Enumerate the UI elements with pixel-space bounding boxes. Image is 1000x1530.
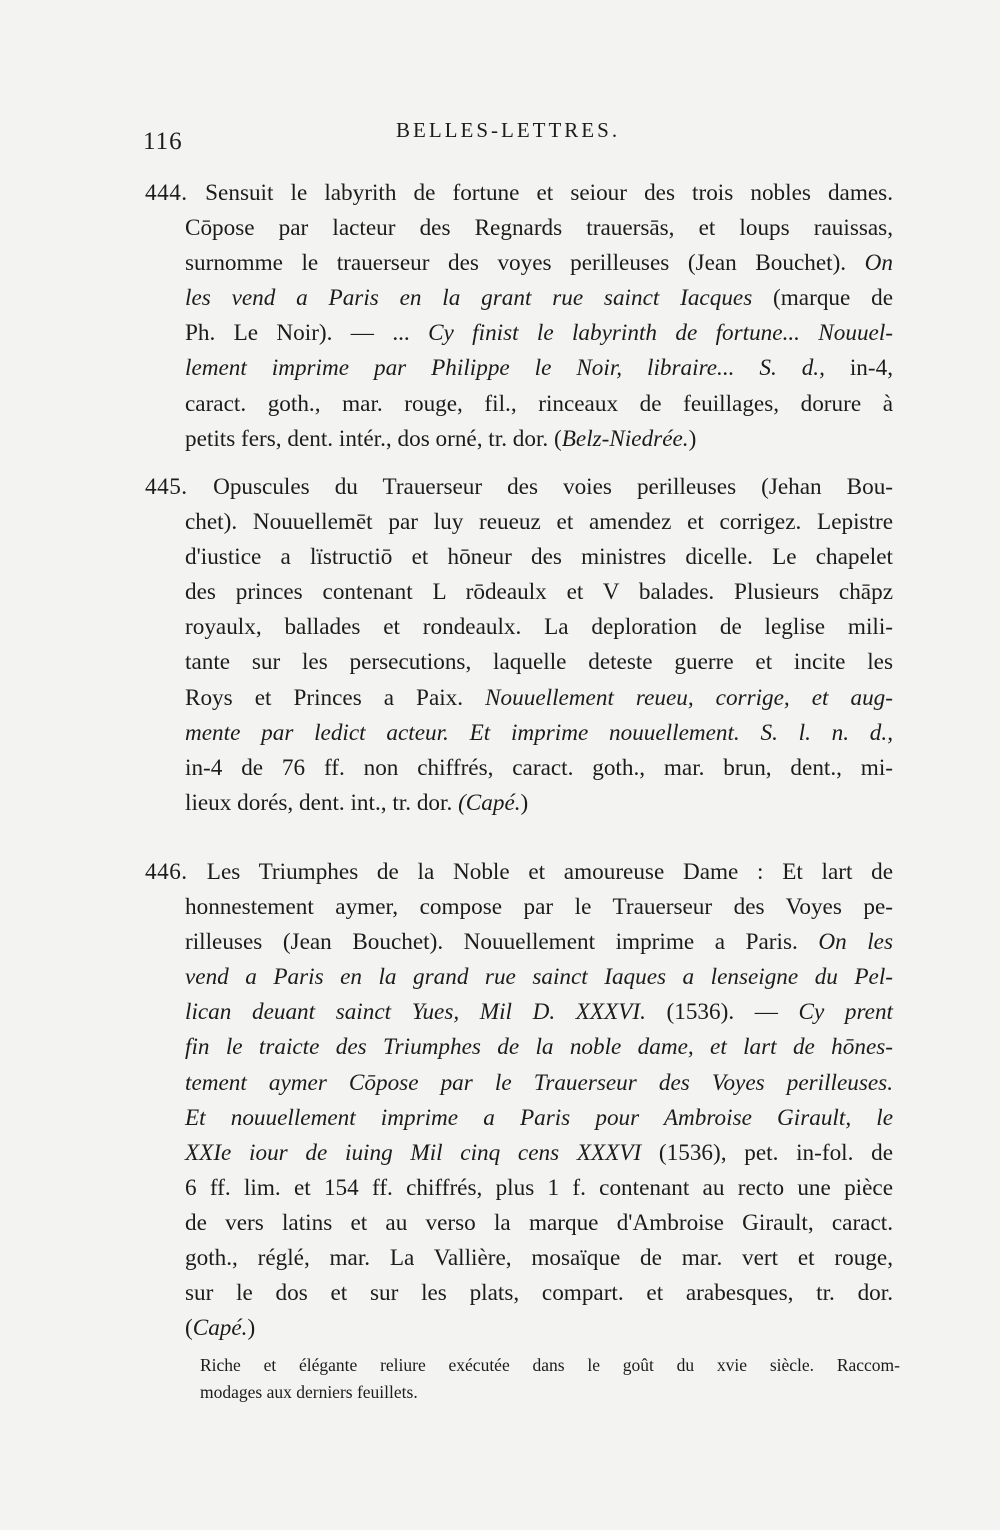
entry-line: [145, 1311, 893, 1346]
catalog-entry-446: [145, 855, 893, 1346]
italic-text: tement aymer Cōpose par le Trauerseur des Voyes perilleuses.: [185, 1069, 893, 1096]
entry-text: in-4 de 76 ff. non chiffrés, caract. goth., mar. brun, dent., mi-: [185, 754, 893, 781]
entry-text: Ph. Le Noir). — ...: [185, 320, 429, 347]
catalog-entry-445: [145, 470, 893, 821]
entry-line: [145, 716, 893, 751]
running-head: BELLES-LETTRES.: [396, 118, 621, 142]
entry-text: Opuscules du Trauerseur des voies perilleuses (Jehan Bou-: [213, 474, 894, 500]
italic-text: Nouuellement reueu, corrige, et aug-: [485, 684, 893, 711]
entry-text: tante sur les persecutions, laquelle deteste guerre et incite les: [185, 649, 893, 676]
binding-note: [200, 1352, 900, 1406]
entry-text: surnomme le trauerseur des voyes perilleuses (Jean Bouchet).: [185, 250, 865, 277]
entry-line: [145, 575, 893, 610]
entry-line: [145, 645, 893, 680]
italic-text: Et nouuellement imprime a Paris pour Ambroise Girault, le: [185, 1104, 893, 1131]
entry-text: (: [185, 1315, 193, 1342]
entry-text: Sensuit le labyrith de fortune et seiour des trois nobles dames.: [205, 180, 893, 206]
italic-text: lement imprime par Philippe le Noir, libraire... S. d.,: [185, 355, 825, 382]
entry-line: [145, 316, 893, 351]
entry-text: caract. goth., mar. rouge, fil., rinceaux de feuillages, dorure à: [185, 390, 893, 417]
entry-line: [145, 925, 893, 960]
italic-text: les vend a Paris en la grant rue sainct Iacques: [185, 285, 753, 312]
entry-line: [145, 681, 893, 716]
entry-text: sur le dos et sur les plats, compart. et arabesques, tr. dor.: [185, 1280, 893, 1307]
entry-text: honnestement aymer, compose par le Trauerseur des Voyes pe-: [185, 894, 893, 921]
entry-text: petits fers, dent. intér., dos orné, tr. dor. (: [185, 425, 562, 452]
entry-text: goth., réglé, mar. La Vallière, mosaïque de mar. vert et rouge,: [185, 1245, 893, 1272]
italic-text: (Capé.: [458, 789, 521, 816]
entry-line: [145, 960, 893, 995]
entry-line: [145, 610, 893, 645]
entry-line: [145, 470, 893, 505]
italic-text: Belz-Niedrée.: [561, 425, 689, 452]
entry-line: [145, 246, 893, 281]
entry-line: [145, 422, 893, 457]
note-line: modages aux derniers feuillets.: [200, 1382, 418, 1402]
entry-line: [145, 211, 893, 246]
italic-text: mente par ledict acteur. Et imprime nouuellement. S. l. n. d.,: [185, 719, 893, 746]
catalog-entry-444: [145, 176, 893, 457]
entry-text: des princes contenant L rōdeaulx et V balades. Plusieurs chāpz: [185, 579, 893, 606]
entry-line: [145, 1276, 893, 1311]
entry-line: [145, 505, 893, 540]
italic-text: vend a Paris en la grand rue sainct Iaques a lenseigne du Pel-: [185, 964, 893, 991]
entry-line: [145, 995, 893, 1030]
entry-number: 446.: [145, 859, 207, 885]
italic-text: Cy prent: [798, 999, 893, 1026]
entry-line: [145, 176, 893, 211]
entry-text: in-4,: [824, 355, 894, 382]
entry-line: [145, 281, 893, 316]
entry-line: [145, 351, 893, 386]
entry-text: lieux dorés, dent. int., tr. dor.: [185, 789, 459, 816]
entry-text: rilleuses (Jean Bouchet). Nouuellement imprime a Paris.: [185, 929, 819, 956]
entry-text: d'iustice a lïstructiō et hōneur des ministres dicelle. Le chapelet: [185, 544, 893, 571]
entry-line: [145, 1241, 893, 1276]
entry-text: Les Triumphes de la Noble et amoureuse Dame : Et lart de: [206, 859, 894, 885]
entry-number: 444.: [145, 180, 206, 206]
entry-line: [145, 540, 893, 575]
entry-text: Roys et Princes a Paix.: [185, 684, 486, 711]
note-line: Riche et élégante reliure exécutée dans le goût du xvie siècle. Raccom-: [200, 1355, 900, 1375]
entry-text: chet). Nouuellemēt par luy reueuz et amendez et corrigez. Lepistre: [185, 509, 893, 536]
entry-text: de vers latins et au verso la marque d'Ambroise Girault, caract.: [185, 1209, 893, 1236]
entry-text: (1536), pet. in-fol. de: [641, 1139, 893, 1166]
entry-text: Cōpose par lacteur des Regnards trauersās, et loups rauissas,: [185, 215, 893, 242]
entry-line: [145, 387, 893, 422]
entry-text: (1536). —: [645, 999, 799, 1026]
entry-line: [145, 1101, 893, 1136]
italic-text: XXIe iour de iuing Mil cinq cens XXXVI: [185, 1139, 642, 1166]
entry-text: royaulx, ballades et rondeaulx. La deploration de leglise mili-: [185, 614, 893, 641]
page-number: 116: [143, 128, 183, 155]
entry-line: [145, 1171, 893, 1206]
italic-text: On: [864, 250, 893, 277]
italic-text: On les: [818, 929, 893, 956]
entry-line: [145, 1206, 893, 1241]
entry-line: [145, 751, 893, 786]
entry-text: ): [520, 789, 529, 816]
entry-text: 6 ff. lim. et 154 ff. chiffrés, plus 1 f. contenant au recto une pièce: [185, 1174, 893, 1201]
entry-line: [145, 1136, 893, 1171]
italic-text: fin le traicte des Triumphes de la noble dame, et lart de hōnes-: [185, 1034, 893, 1061]
entry-line: [145, 1030, 893, 1065]
italic-text: Capé.: [192, 1315, 248, 1342]
entry-text: ): [247, 1315, 256, 1342]
entry-text: ): [688, 425, 697, 452]
italic-text: Cy finist le labyrinth de fortune... Nouuel-: [428, 320, 894, 347]
entry-line: [145, 786, 893, 821]
entry-number: 445.: [145, 474, 214, 500]
entry-text: (marque de: [752, 285, 893, 312]
italic-text: lican deuant sainct Yues, Mil D. XXXVI.: [185, 999, 646, 1026]
entry-line: [145, 890, 893, 925]
entry-line: [145, 1066, 893, 1101]
entry-line: [145, 855, 893, 890]
